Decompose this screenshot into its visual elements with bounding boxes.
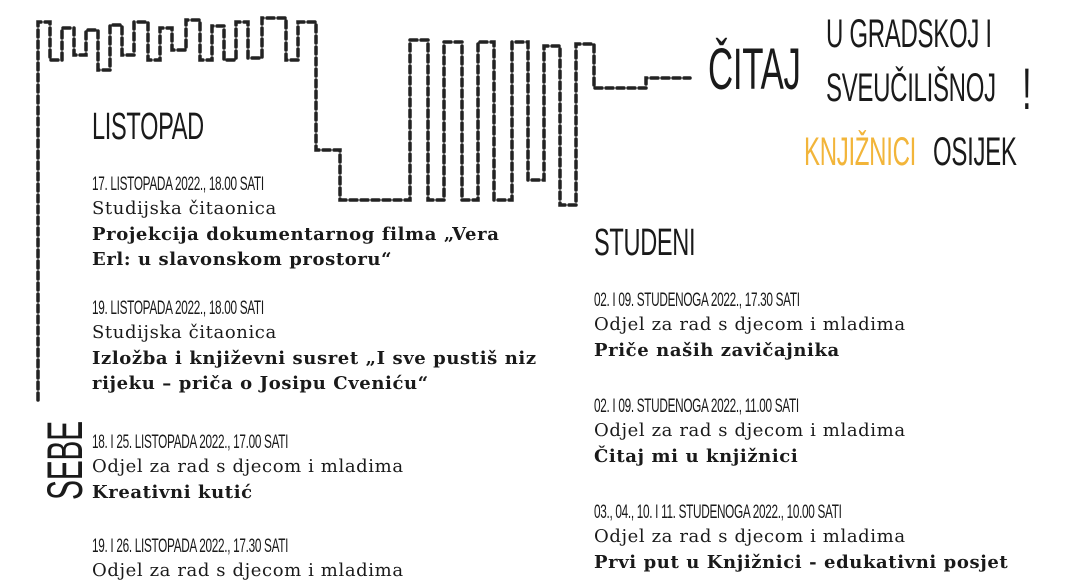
vertical-word: SEBE <box>37 421 93 500</box>
event-date: 19. LISTOPADA 2022., 18.00 SATI <box>92 298 264 319</box>
event-title: Priče naših zavičajnika <box>594 340 840 361</box>
brand-line1: U GRADSKOJ I <box>826 12 992 56</box>
brand-exclaim: ! <box>1022 57 1032 122</box>
month-heading-listopad: LISTOPAD <box>92 106 204 148</box>
event-date: 03., 04., 10. I 11. STUDENOGA 2022., 10.00 SATI <box>594 502 842 523</box>
event-date: 02. I 09. STUDENOGA 2022., 17.30 SATI <box>594 290 800 311</box>
event-venue: Studijska čitaonica <box>92 198 277 219</box>
event-venue: Odjel za rad s djecom i mladima <box>92 456 404 477</box>
brand-osijek: OSIJEK <box>933 130 1017 174</box>
event-venue: Odjel za rad s djecom i mladima <box>594 314 906 335</box>
event-title: Projekcija dokumentarnog filma „Vera Erl: u slavonskom prostoru“ <box>92 224 500 270</box>
event-venue: Studijska čitaonica <box>92 322 277 343</box>
event-title: Kreativni kutić <box>92 482 253 503</box>
event-title: Čitaj mi u knjižnici <box>594 446 799 467</box>
event-date: 19. I 26. LISTOPADA 2022., 17.30 SATI <box>92 536 289 557</box>
event-date: 18. I 25. LISTOPADA 2022., 17.00 SATI <box>92 432 289 453</box>
event-venue: Odjel za rad s djecom i mladima <box>594 420 906 441</box>
brand-citaj: ČITAJ <box>708 37 801 102</box>
event-title: Prvi put u Knjižnici - edukativni posjet <box>594 552 1009 573</box>
event-date: 17. LISTOPADA 2022., 18.00 SATI <box>92 174 264 195</box>
event-date: 02. I 09. STUDENOGA 2022., 11.00 SATI <box>594 396 799 417</box>
event-venue: Odjel za rad s djecom i mladima <box>92 560 404 581</box>
month-heading-studeni: STUDENI <box>594 222 696 264</box>
event-title: Izložba i književni susret „I sve pustiš niz rijeku – priča o Josipu Cveniću“ <box>92 348 537 394</box>
event-venue: Odjel za rad s djecom i mladima <box>594 526 906 547</box>
brand-line2: SVEUČILIŠNOJ <box>826 66 996 110</box>
brand-knjiznici: KNJIŽNICI <box>804 130 916 174</box>
